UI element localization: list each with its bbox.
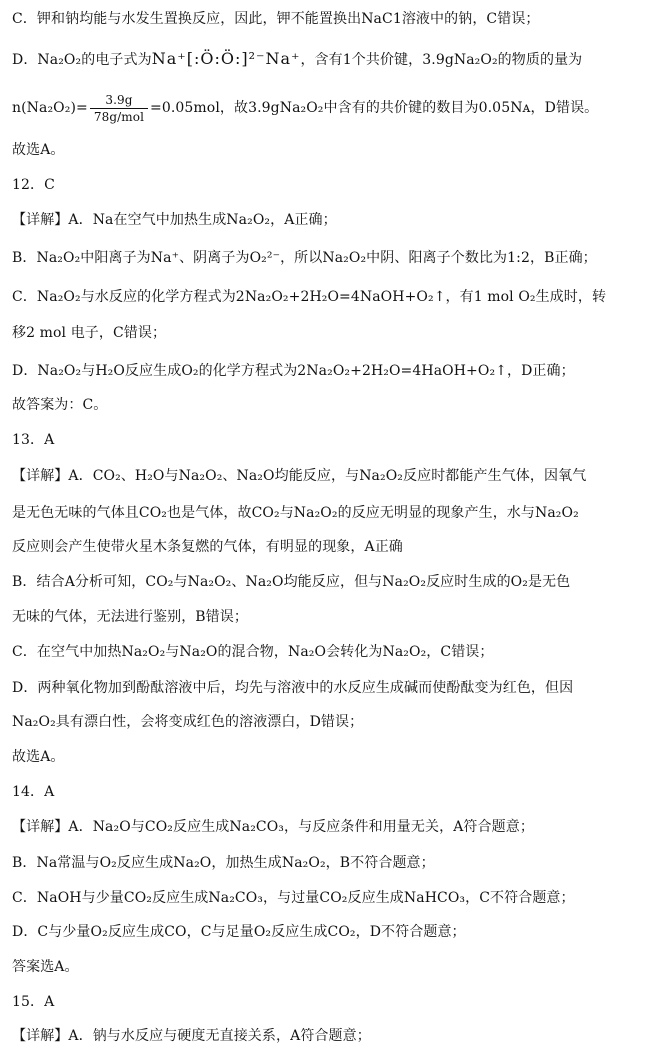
text-line: 【详解】A．CO₂、H₂O与Na₂O₂、Na₂O均能反应，与Na₂O₂反应时都能产生气体，因氧气 [12, 468, 587, 484]
text-line: C．Na₂O₂与水反应的化学方程式为2Na₂O₂+2H₂O=4NaOH+O₂↑，有1 mol O₂生成时，转 [12, 289, 607, 305]
text-segment: D．Na₂O₂的电子式为 [12, 52, 152, 68]
text-line-11d [12, 48, 648, 70]
text-line: 故选A。 [12, 142, 65, 158]
text-line: Na₂O₂具有漂白性，会将变成红色的溶液漂白，D错误； [12, 714, 364, 730]
text-line: 【详解】A．Na在空气中加热生成Na₂O₂，A正确； [12, 212, 337, 228]
text-line: C．NaOH与少量CO₂反应生成Na₂CO₃，与过量CO₂反应生成NaHCO₃，C不符合题意； [12, 890, 575, 906]
text-line: 故选A。 [12, 749, 65, 765]
text-line: 是无色无味的气体且CO₂也是气体，故CO₂与Na₂O₂的反应无明显的现象产生，水与Na₂O₂ [12, 505, 579, 521]
text-segment: =0.05mol，故3.9gNa₂O₂中含有的共价键的数目为0.05Nᴀ，D错误。 [150, 100, 599, 116]
question-number: 12．C [12, 177, 55, 193]
text-segment: ，含有1个共价键，3.9gNa₂O₂的物质的量为 [300, 52, 583, 68]
text-line: B．结合A分析可知，CO₂与Na₂O₂、Na₂O均能反应，但与Na₂O₂反应时生成的O₂是无色 [12, 574, 571, 590]
question-number: 15．A [12, 994, 55, 1010]
text-line: D．C与少量O₂反应生成CO，C与足量O₂反应生成CO₂，D不符合题意； [12, 924, 466, 940]
fraction [90, 92, 148, 125]
text-line: 故答案为：C。 [12, 397, 108, 413]
question-number: 13．A [12, 432, 55, 448]
text-line: 移2 mol 电子，C错误； [12, 325, 167, 341]
text-line-11d-calc [12, 86, 648, 130]
text-line: B．Na常温与O₂反应生成Na₂O，加热生成Na₂O₂，B不符合题意； [12, 855, 435, 871]
text-line: 无味的气体，无法进行鉴别，B错误； [12, 609, 248, 625]
text-line-11c: C．钾和钠均能与水发生置换反应，因此，钾不能置换出NaC1溶液中的钠，C错误； [12, 11, 540, 27]
text-line: D．两种氧化物加到酚酞溶液中后，均先与溶液中的水反应生成碱而使酚酞变为红色，但因 [12, 680, 574, 696]
electron-formula: Na⁺[:Ö:Ö:]²⁻Na⁺ [151, 49, 301, 68]
text-line: 【详解】A．Na₂O与CO₂反应生成Na₂CO₃，与反应条件和用量无关，A符合题意； [12, 819, 534, 835]
text-line: 反应则会产生使带火星木条复燃的气体，有明显的现象，A正确 [12, 539, 403, 555]
text-segment: n(Na₂O₂)= [12, 100, 88, 116]
text-line: C．在空气中加热Na₂O₂与Na₂O的混合物，Na₂O会转化为Na₂O₂，C错误； [12, 644, 494, 660]
fraction-numerator: 3.9g [90, 92, 148, 109]
fraction-denominator: 78g/mol [93, 109, 145, 124]
text-line: 答案选A。 [12, 959, 79, 975]
text-line: D．Na₂O₂与H₂O反应生成O₂的化学方程式为2Na₂O₂+2H₂O=4HaOH+O₂↑，D正确； [12, 363, 575, 379]
text-line: B．Na₂O₂中阳离子为Na⁺、阴离子为O₂²⁻，所以Na₂O₂中阴、阳离子个数比为1:2，B正确； [12, 250, 597, 266]
text-line: 【详解】A．钠与水反应与硬度无直接关系，A符合题意； [12, 1028, 371, 1044]
question-number: 14．A [12, 784, 55, 800]
